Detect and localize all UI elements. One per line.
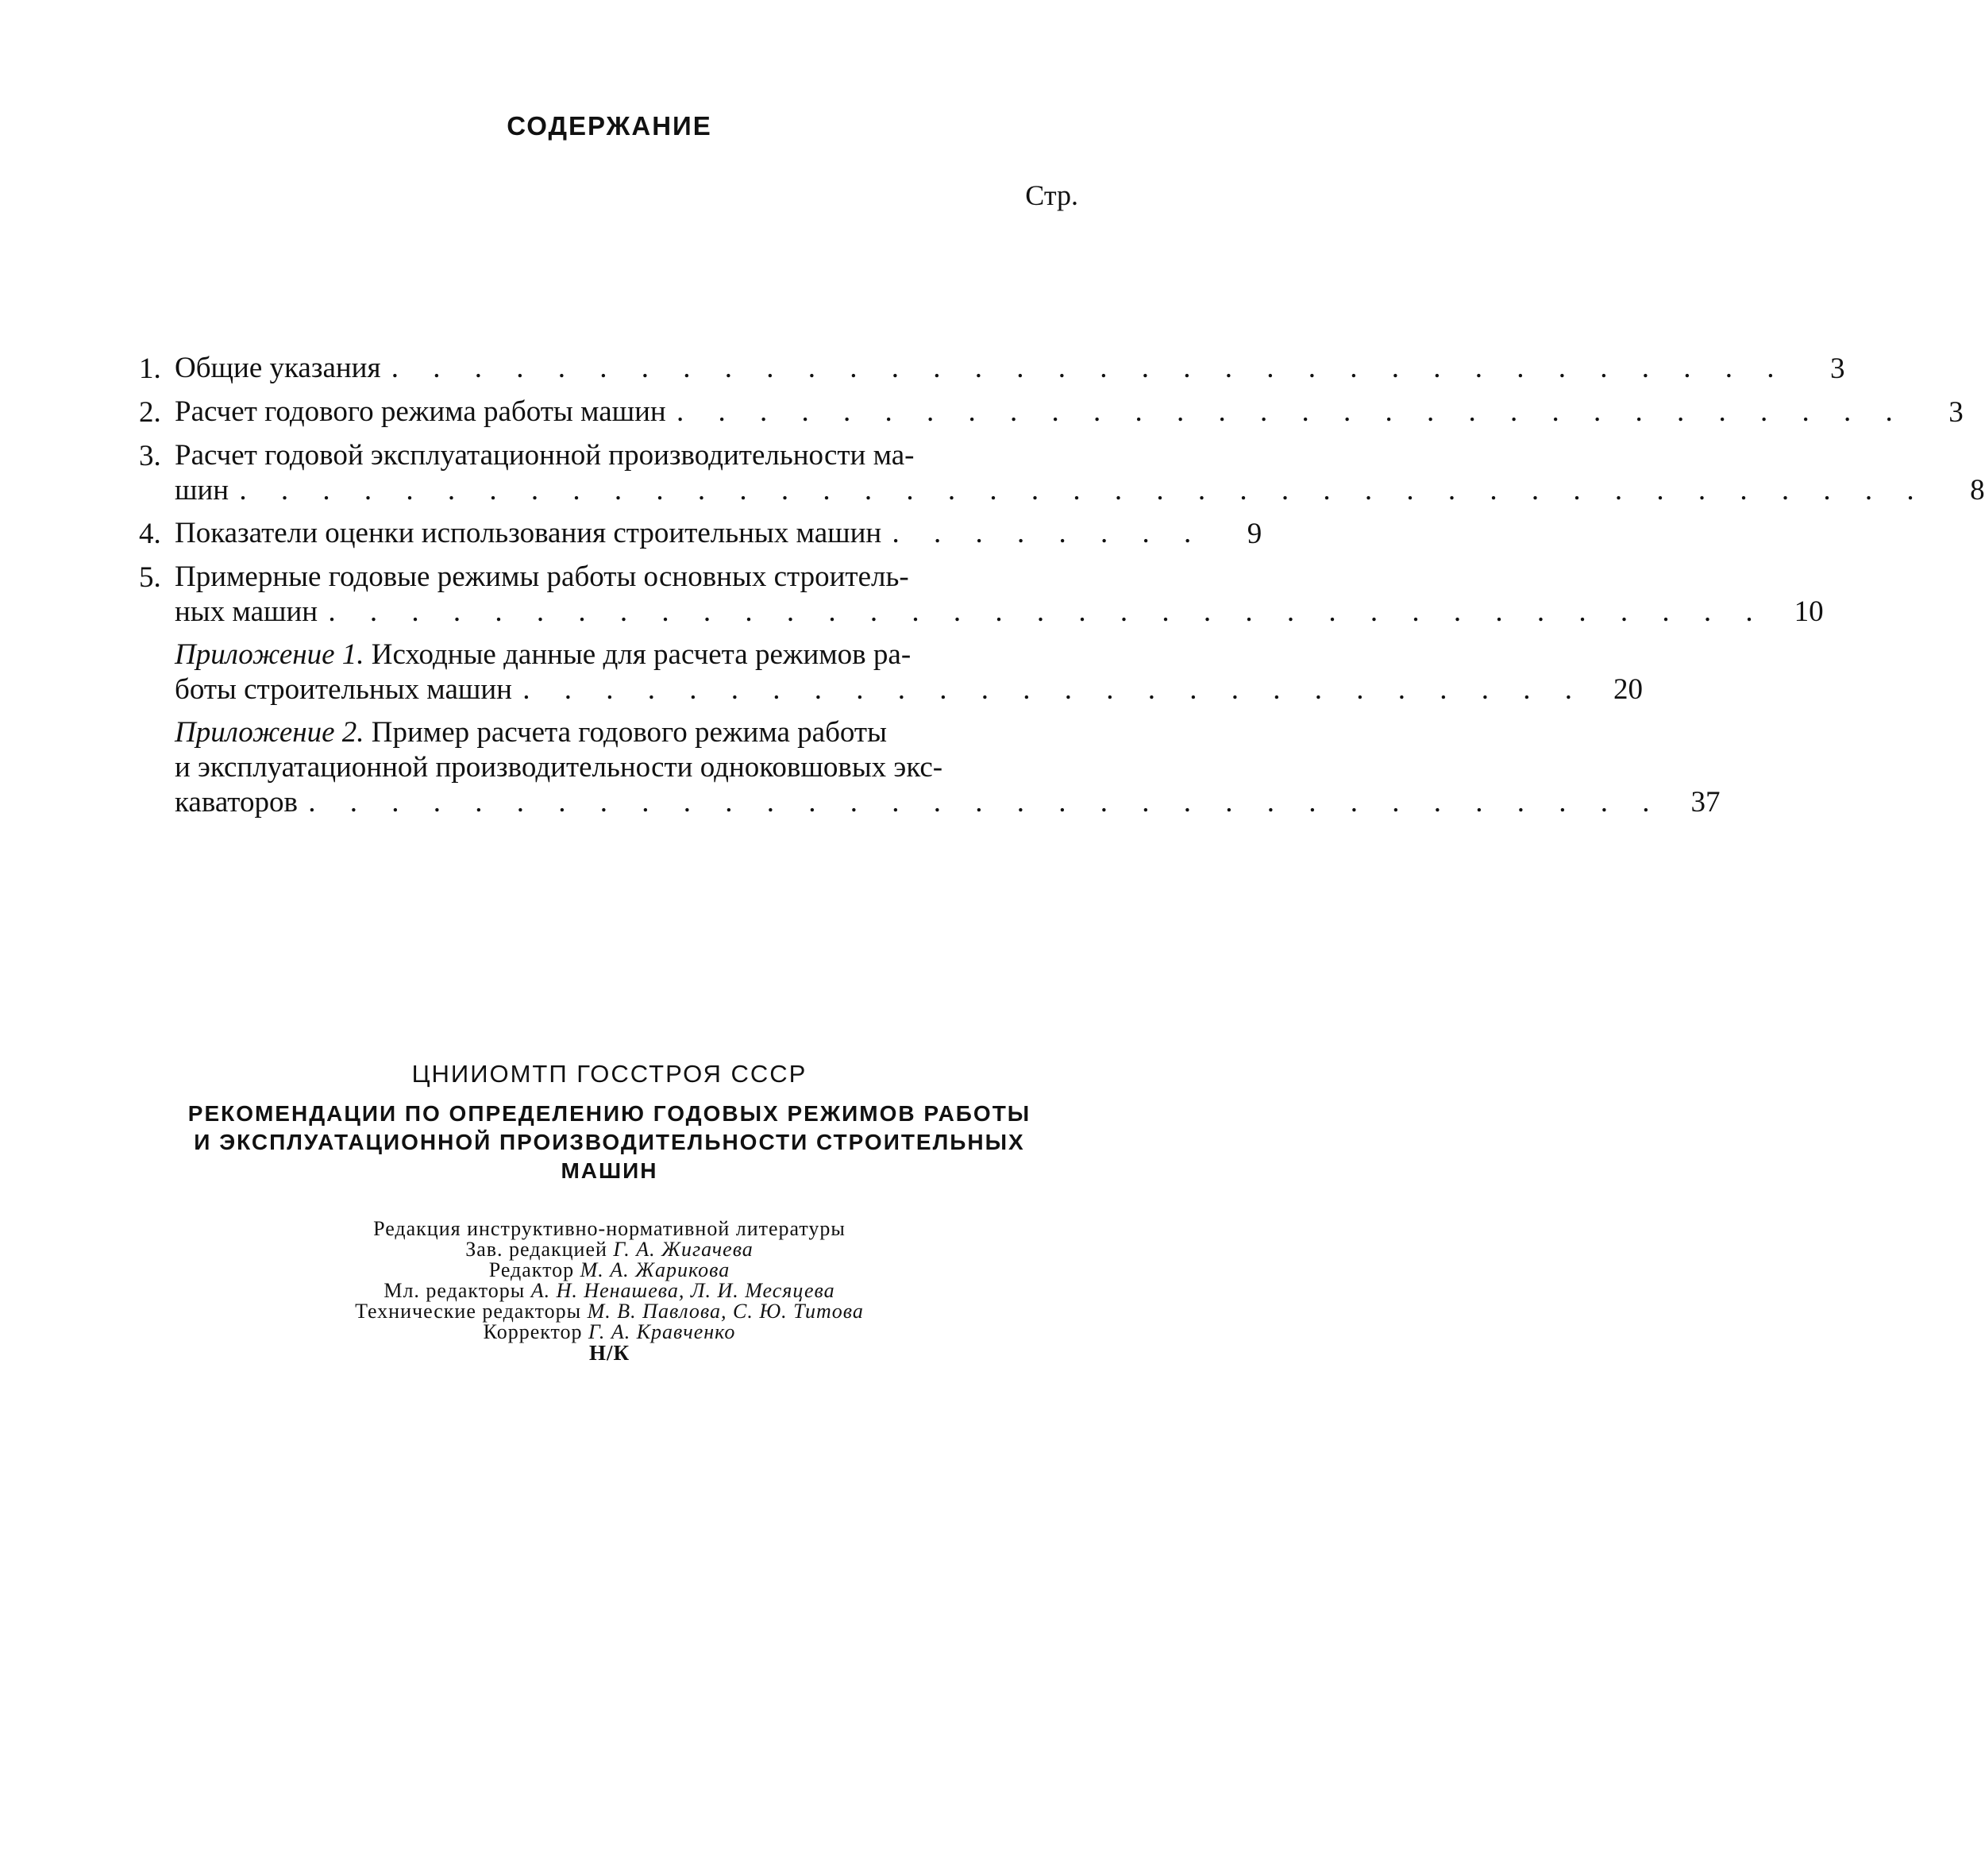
toc-entry [139, 516, 1262, 552]
staff-name: Г. А. Кравченко [588, 1320, 736, 1343]
page-column-header: Стр. [1025, 179, 1078, 211]
staff-name: Г. А. Жигачева [613, 1238, 754, 1261]
appendix-label: Приложение 2. [175, 716, 364, 749]
leader-dots: . . . . . . . . . . . . . . . . . . . . . . . . . . . . . . [676, 395, 1906, 428]
table-of-contents [139, 351, 1985, 828]
toc-entry-text: Показатели оценки использования строительных машин [175, 517, 882, 549]
toc-entry-text: Пример расчета годового режима работы [371, 716, 887, 749]
toc-entry-number: 3. [139, 440, 161, 472]
toc-entry-page: 8 [1970, 474, 1985, 507]
toc-entry-text: Исходные данные для расчета режимов ра- [371, 638, 912, 671]
toc-entry-page: 3 [1948, 396, 1964, 429]
toc-entry-page: 10 [1794, 595, 1824, 628]
staff-line [0, 1301, 1219, 1322]
toc-entry [139, 395, 1964, 430]
edition-name: Редакция инструктивно-нормативной литературы [373, 1217, 846, 1240]
toc-appendix [139, 638, 1643, 707]
leader-dots: . . . . . . . . . . . . . . . . . . . . . . . . . . [522, 673, 1586, 706]
toc-entry-text: Примерные годовые режимы работы основных строитель- [175, 560, 909, 593]
leader-dots: . . . . . . . . . . . . . . . . . . . . . . . . . . . . . . . . . . . [328, 595, 1767, 628]
toc-entry-page: 9 [1247, 518, 1262, 550]
toc-entry-text: шин [175, 474, 229, 507]
toc-title: СОДЕРЖАНИЕ [507, 111, 712, 141]
toc-entry [139, 438, 1985, 508]
toc-entry-text: ных машин [175, 595, 318, 628]
toc-entry-number: 1. [139, 352, 161, 385]
staff-line [0, 1239, 1219, 1260]
staff-name: А. Н. Ненашева, Л. И. Месяцева [530, 1279, 835, 1302]
publisher-org: ЦНИИОМТП ГОССТРОЯ СССР [411, 1060, 807, 1088]
staff-name: М. А. Жарикова [580, 1258, 730, 1281]
staff-role: Технические редакторы [355, 1300, 582, 1323]
toc-entry-text: боты строительных машин [175, 673, 512, 706]
toc-entry-number: 4. [139, 518, 161, 550]
nk-mark: Н/К [588, 1341, 630, 1365]
book-title-line: МАШИН [561, 1158, 658, 1183]
staff-name: М. В. Павлова, С. Ю. Титова [587, 1300, 864, 1323]
toc-entry [139, 351, 1845, 387]
staff-line [0, 1260, 1219, 1281]
staff-role: Зав. редакцией [465, 1238, 607, 1261]
toc-entry-text: Общие указания [175, 352, 381, 384]
leader-dots: . . . . . . . . [892, 517, 1205, 549]
staff-line [0, 1281, 1219, 1301]
appendix-label: Приложение 1. [175, 638, 364, 671]
toc-entry-text: Расчет годового режима работы машин [175, 395, 666, 428]
toc-appendix [139, 715, 1721, 820]
book-title-line: РЕКОМЕНДАЦИИ ПО ОПРЕДЕЛЕНИЮ ГОДОВЫХ РЕЖИМОВ РАБОТЫ [187, 1101, 1031, 1126]
leader-dots: . . . . . . . . . . . . . . . . . . . . . . . . . . . . . . . . . [308, 786, 1663, 819]
toc-entry [139, 560, 1824, 630]
toc-entry-number: 5. [139, 561, 161, 594]
staff-line [0, 1322, 1219, 1342]
toc-entry-page: 20 [1613, 673, 1643, 706]
toc-entry-page: 3 [1830, 352, 1845, 385]
book-title [0, 1100, 1219, 1185]
staff-role: Редактор [488, 1258, 575, 1281]
toc-entry-text: Расчет годовой эксплуатационной производительности ма- [175, 439, 915, 472]
leader-dots: . . . . . . . . . . . . . . . . . . . . . . . . . . . . . . . . . . . . . . . . . [239, 474, 1928, 507]
book-title-line: И ЭКСПЛУАТАЦИОННОЙ ПРОИЗВОДИТЕЛЬНОСТИ СТРОИТЕЛЬНЫХ [194, 1130, 1025, 1154]
toc-entry-text: каваторов [175, 786, 298, 819]
toc-entry-text: и эксплуатационной производительности одноковшовых экс- [175, 751, 943, 784]
imprint-staff [0, 1219, 1219, 1363]
toc-entry-page: 37 [1690, 786, 1721, 819]
staff-role: Мл. редакторы [384, 1279, 526, 1302]
staff-role: Корректор [483, 1320, 583, 1343]
leader-dots: . . . . . . . . . . . . . . . . . . . . . . . . . . . . . . . . . . [391, 352, 1788, 384]
toc-entry-number: 2. [139, 396, 161, 429]
